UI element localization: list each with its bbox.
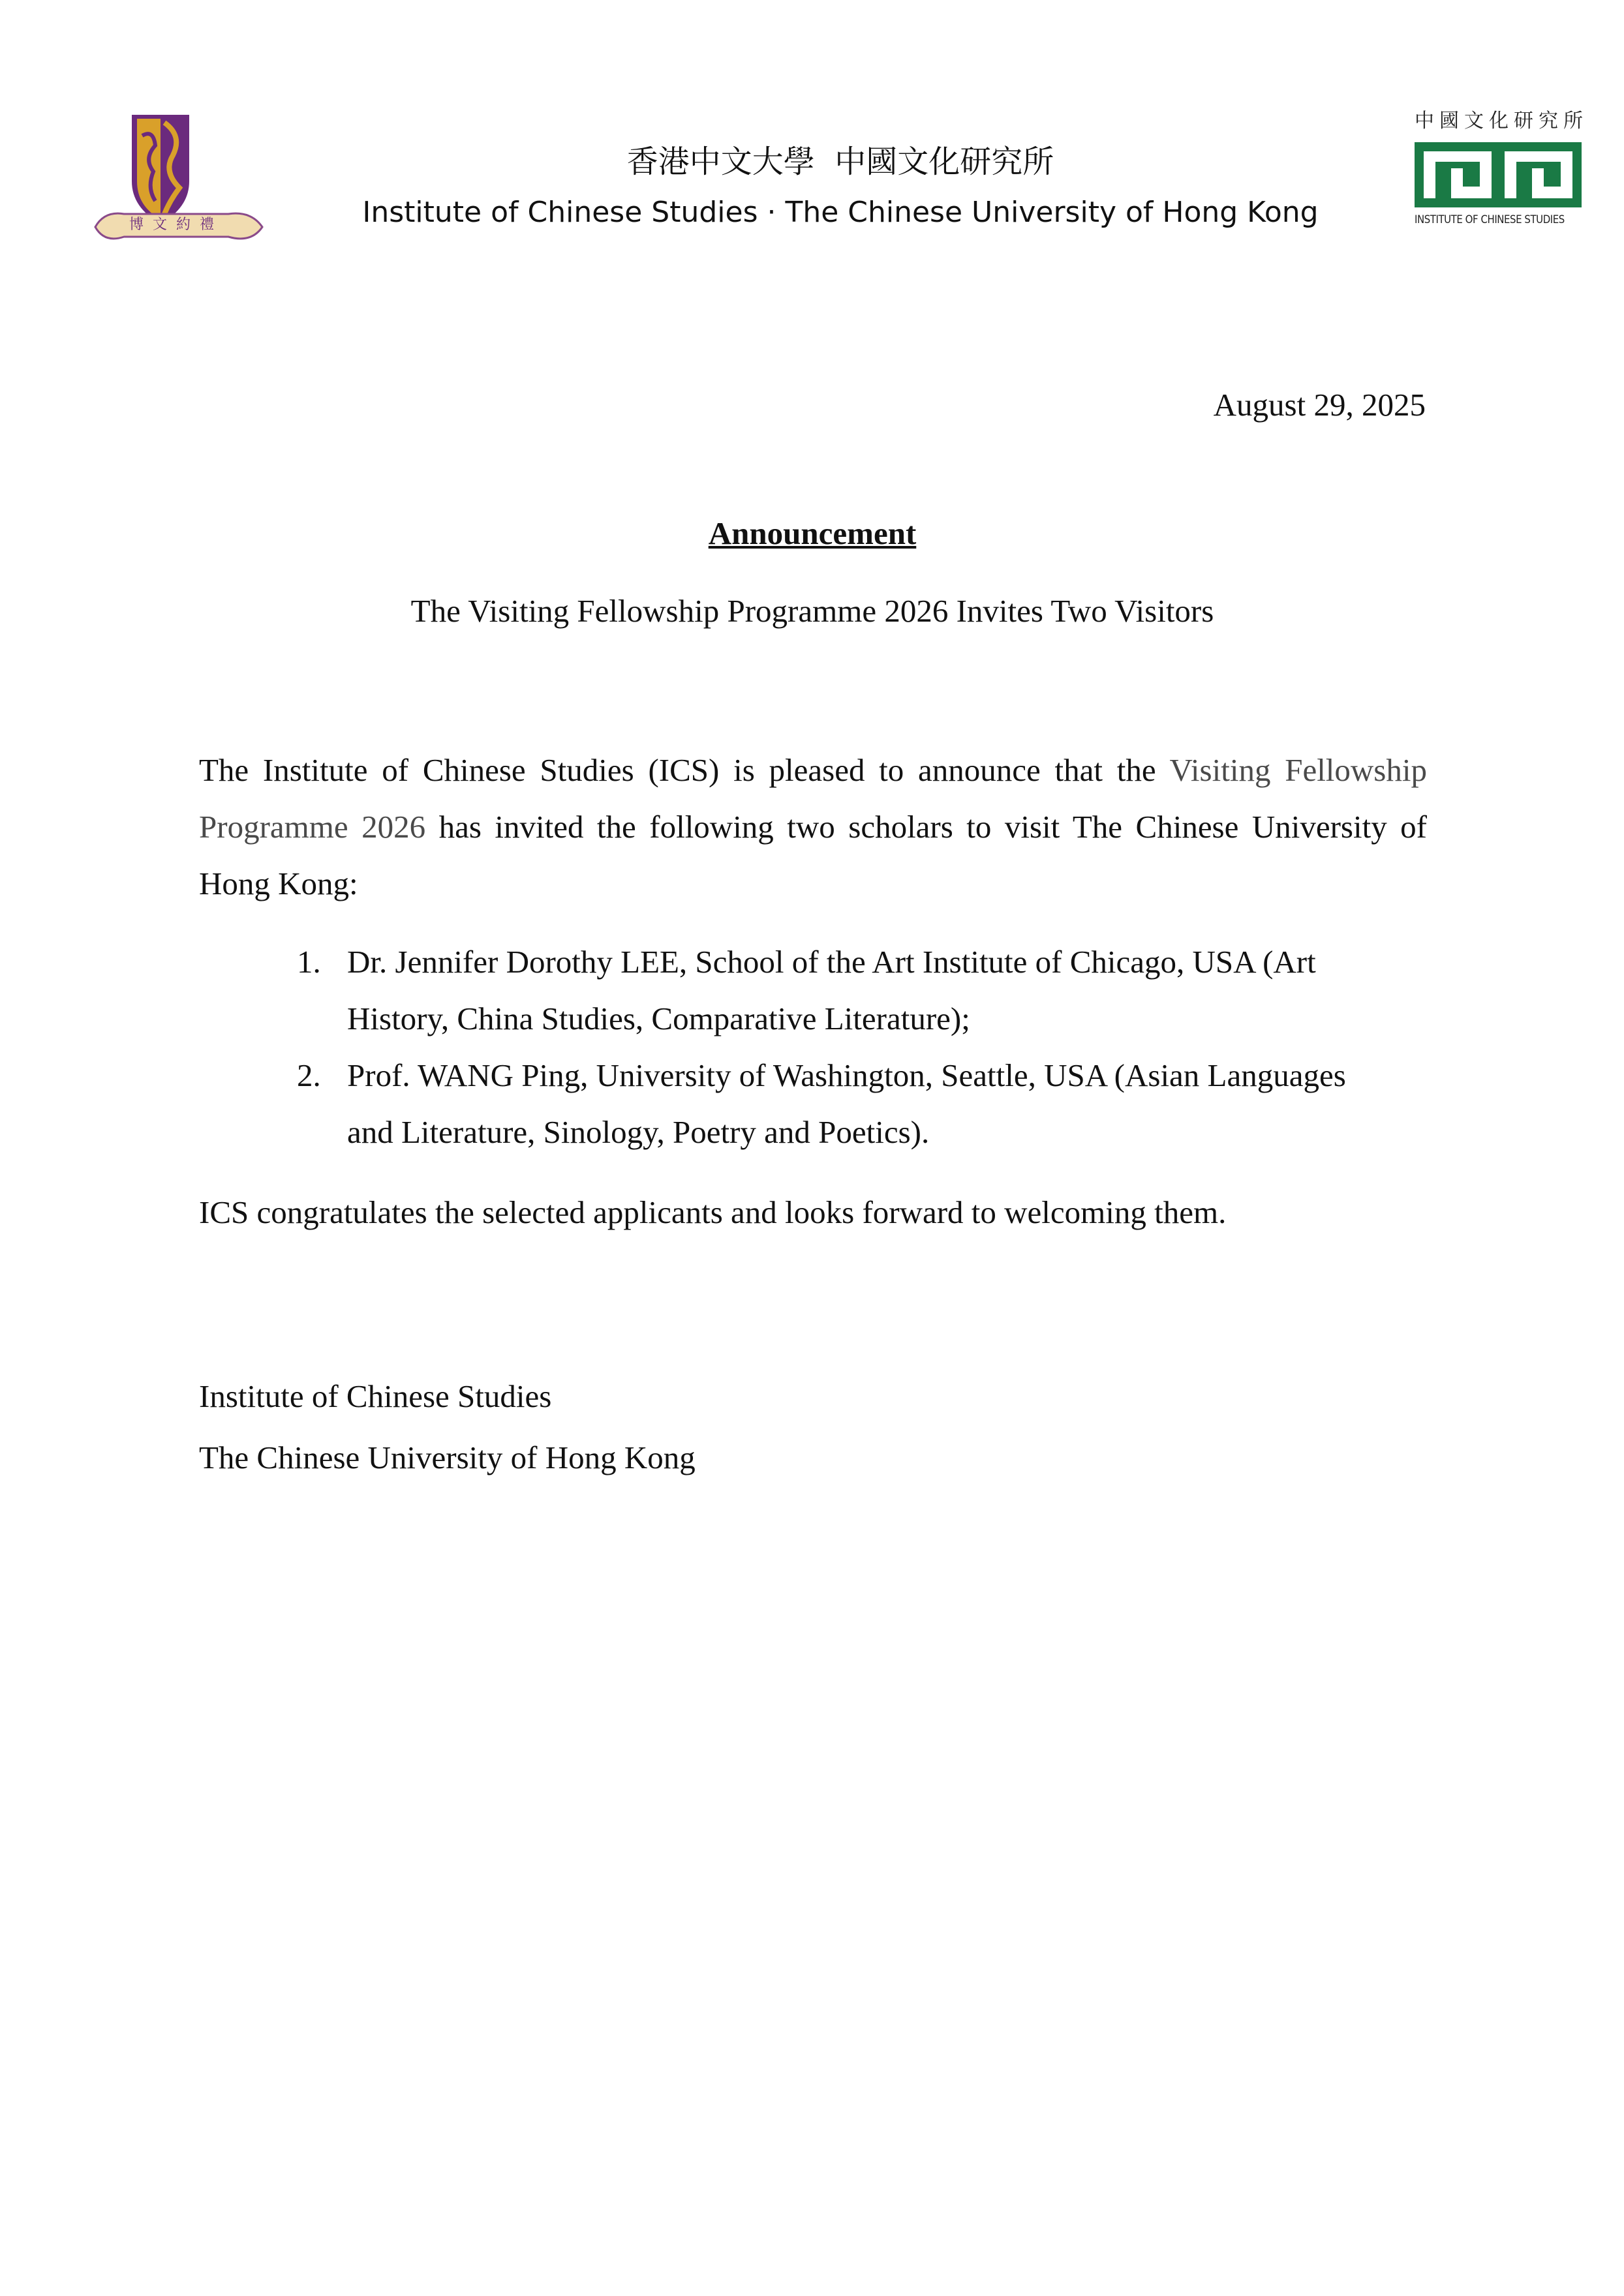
announcement-heading: Announcement	[708, 515, 917, 551]
closing-sentence: ICS congratulates the selected applicants and looks forward to welcoming them.	[199, 1194, 1227, 1230]
ics-logo-chinese: 中國文化研究所	[1415, 110, 1588, 132]
list-item-1-line-1: Dr. Jennifer Dorothy LEE, School of the Art Institute of Chicago, USA (Art	[347, 944, 1316, 980]
body-text: has invited the following two scholars to visit The Chinese University of	[438, 809, 1428, 845]
list-item-2-line-2: and Literature, Sinology, Poetry and Poetics).	[347, 1114, 930, 1150]
list-item-1-line-2: History, China Studies, Comparative Literature);	[347, 1001, 970, 1036]
header-title-chinese: 香港中文大學 中國文化研究所	[626, 144, 1054, 180]
body-line-1	[199, 742, 1427, 798]
signature-line-1: Institute of Chinese Studies	[199, 1378, 552, 1414]
list-item-2-line-1: Prof. WANG Ping, University of Washington, Seattle, USA (Asian Languages	[347, 1057, 1346, 1093]
ics-logo	[1415, 110, 1588, 227]
ics-logo-english: INSTITUTE OF CHINESE STUDIES	[1415, 213, 1565, 226]
signature-line-2: The Chinese University of Hong Kong	[199, 1440, 696, 1475]
cuhk-crest-motto: 博文約禮	[129, 217, 223, 233]
announcement-subtitle: The Visiting Fellowship Programme 2026 Invites Two Visitors	[410, 593, 1214, 629]
header-title-english: Institute of Chinese Studies · The Chinese University of Hong Kong	[362, 196, 1319, 229]
body-line-2	[199, 798, 1427, 855]
list-number-1: 1.	[297, 944, 321, 980]
programme-name-cont: Programme 2026	[199, 809, 426, 845]
body-text: The Institute of Chinese Studies (ICS) is pleased to announce that the	[199, 752, 1156, 788]
body-line-3: Hong Kong:	[199, 866, 358, 901]
letter-date: August 29, 2025	[1213, 387, 1426, 423]
list-number-2: 2.	[297, 1057, 321, 1093]
programme-name: Visiting Fellowship	[1169, 752, 1427, 788]
ics-meander-icon	[1415, 142, 1582, 207]
